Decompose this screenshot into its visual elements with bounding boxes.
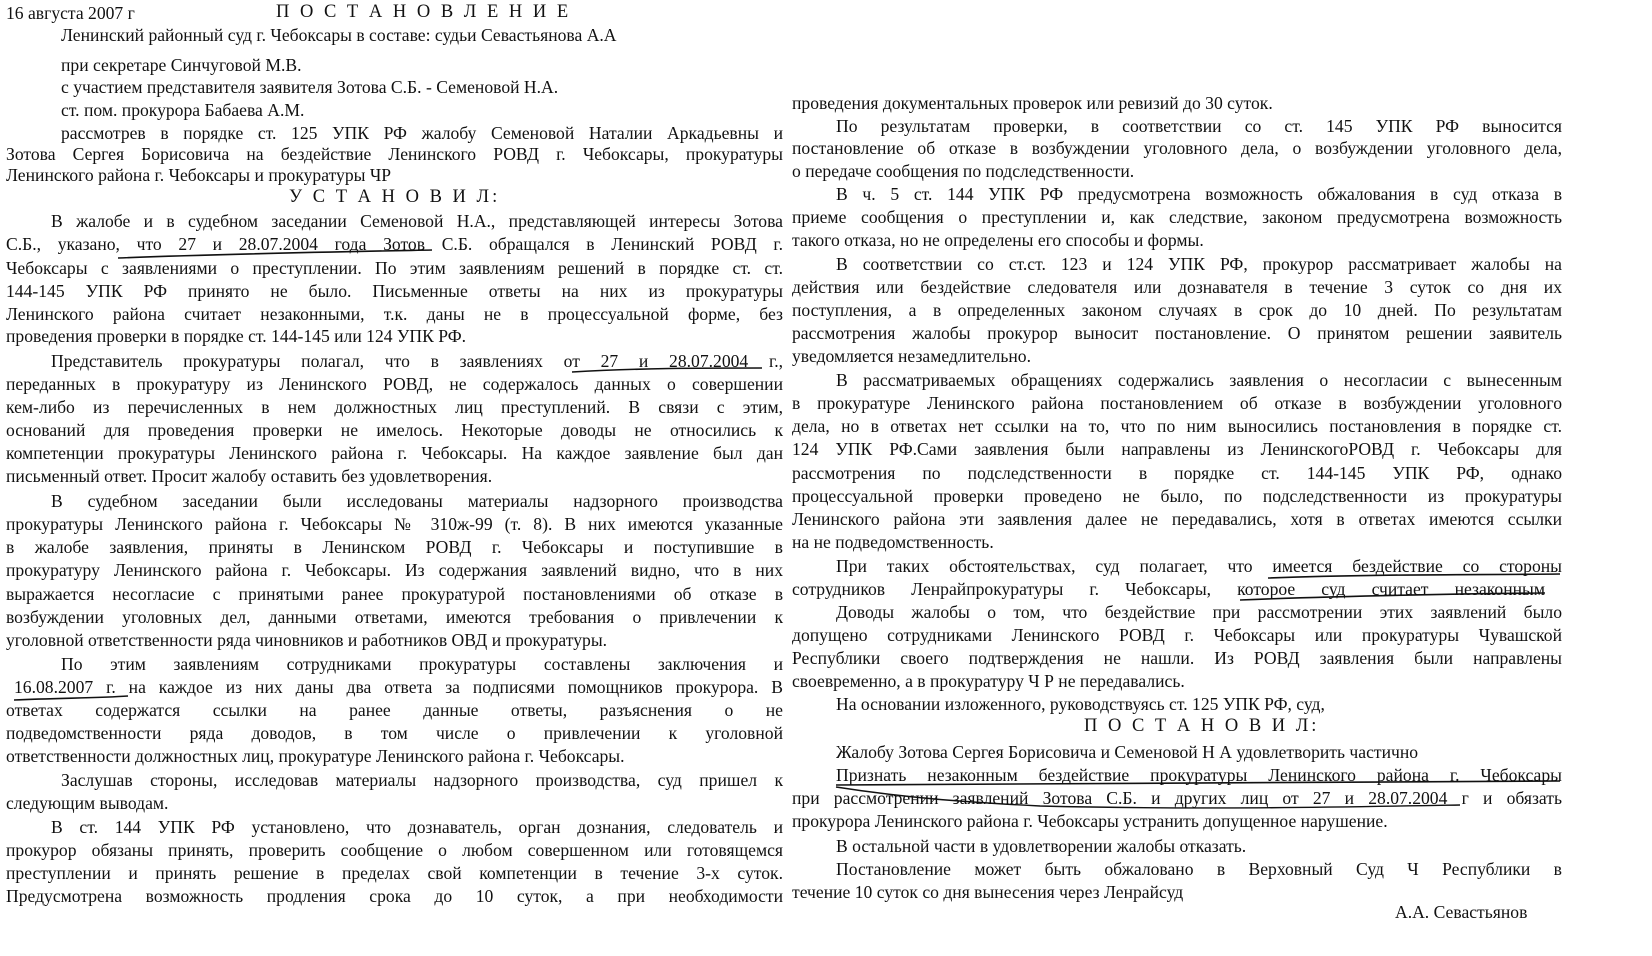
text-line: При таких обстоятельствах, суд полагает, что имеется бездействие со стороны <box>836 556 1562 576</box>
section-heading: П О С Т А Н О В И Л: <box>1084 716 1320 736</box>
text-line: при рассмотрении заявлений Зотова С.Б. и других лиц от 27 и 28.07.2004 г и обязать <box>792 788 1562 808</box>
text-line: В судебном заседании были исследованы материалы надзорного производства <box>51 491 783 511</box>
text-line: переданных в прокуратуру из Ленинского РОВД, не содержалось данных о совершении <box>6 374 783 394</box>
text-line: По этим заявлениям сотрудниками прокуратуры составлены заключения и <box>61 654 783 674</box>
text-line: в жалобе заявления, приняты в Ленинском РОВД г. Чебоксары и поступившие в <box>6 537 783 557</box>
text-line: Признать незаконным бездействие прокуратуры Ленинского района г. Чебоксары <box>836 765 1562 785</box>
text-line: выражается несогласие с принятыми ранее прокуратурой постановлениями об отказе в <box>6 584 783 604</box>
document-date: 16 августа 2007 г <box>6 3 135 23</box>
text-line: В соответствии со ст.ст. 123 и 124 УПК РФ, прокурор рассматривает жалобы на <box>836 254 1562 274</box>
text-line: ст. пом. прокурора Бабаева А.М. <box>61 100 305 120</box>
text-line: Заслушав стороны, исследовав материалы надзорного производства, суд пришел к <box>61 770 783 790</box>
text-line: прокуратуры Ленинского района г. Чебоксары № 310ж-99 (т. 8). В них имеются указанные <box>6 514 783 534</box>
text-line: Постановление может быть обжаловано в Верховный Суд Ч Республики в <box>836 859 1562 879</box>
text-line: письменный ответ. Просит жалобу оставить без удовлетворения. <box>6 466 493 486</box>
text-line: о передаче сообщения по подследственности. <box>792 161 1135 181</box>
text-line: Жалобу Зотова Сергея Борисовича и Семеновой Н А удовлетворить частично <box>836 742 1419 762</box>
text-line: Ленинского района эти заявления далее не передавались, хотя в ответах имеются ссылки <box>792 509 1562 529</box>
text-line: подведомственности ряда доводов, в том числе о привлечении к уголовной <box>6 723 783 743</box>
text-line: С.Б., указано, что 27 и 28.07.2004 года Зотов С.Б. обращался в Ленинский РОВД г. <box>6 234 783 254</box>
text-line: такого отказа, но не определены его способы и формы. <box>792 230 1204 250</box>
text-line: преступлении и принять решение в пределах свой компетенции в течение 3-х суток. <box>6 863 783 883</box>
text-line: По результатам проверки, в соответствии со ст. 145 УПК РФ выносится <box>836 116 1562 136</box>
text-line: Республики своего подтверждения не нашли. Из РОВД заявления были направлены <box>792 648 1562 668</box>
text-line: В ч. 5 ст. 144 УПК РФ предусмотрена возможность обжалования в суд отказа в <box>836 184 1562 204</box>
text-line: Зотова Сергея Борисовича на бездействие Ленинского РОВД г. Чебоксары, прокуратуры <box>6 144 783 164</box>
text-line: следующим выводам. <box>6 793 169 813</box>
text-line: поступления, а в определенных законом случаях в срок до 10 дней. По результатам <box>792 300 1562 320</box>
text-line: Ленинский районный суд г. Чебоксары в составе: судьи Севастьянова А.А <box>61 25 617 45</box>
text-line: В рассматриваемых обращениях содержались заявления о несогласии с вынесенным <box>836 370 1562 390</box>
text-line: действия или бездействие следователя или дознавателя в течение 3 суток со дня их <box>792 277 1562 297</box>
text-line: своевременно, а в прокуратуру Ч Р не передавались. <box>792 671 1185 691</box>
text-line: сотрудников Ленрайпрокуратуры г. Чебоксары, которое суд считает незаконным <box>792 579 1545 599</box>
text-line: допущено сотрудниками Ленинского РОВД г. Чебоксары или прокуратуры Чувашской <box>792 625 1562 645</box>
text-line: компетенции прокуратуры Ленинского района г. Чебоксары. На каждое заявление был дан <box>6 443 783 463</box>
text-line: проведения проверки в порядке ст. 144-145 или 124 УПК РФ. <box>6 326 467 346</box>
text-line: прокурор обязаны принять, проверить сообщение о любом совершенном или готовящемся <box>6 840 783 860</box>
text-line: Предусмотрена возможность продления срока до 10 суток, а при необходимости <box>6 886 783 906</box>
text-line: течение 10 суток со дня вынесения через Ленрайсуд <box>792 882 1184 902</box>
text-line: Ленинского района г. Чебоксары и прокуратуры ЧР <box>6 165 392 185</box>
text-line: ответственности должностных лиц, прокуратуре Ленинского района г. Чебоксары. <box>6 746 625 766</box>
text-line: 16.08.2007 г. на каждое из них даны два ответа за подписями помощников прокурора. В <box>14 677 783 697</box>
text-line: в прокуратуре Ленинского района постановлением об отказе в возбуждении уголовного <box>792 393 1562 413</box>
text-line: рассмотрев в порядке ст. 125 УПК РФ жалобу Семеновой Наталии Аркадьевны и <box>61 123 783 143</box>
text-line: Чебоксары с заявлениями о преступлении. По этим заявлениям решений в порядке ст. ст. <box>6 258 783 278</box>
text-line: возбуждении уголовных дел, данными ответами, имеются требования о привлечении к <box>6 607 783 627</box>
text-line: ответах содержатся ссылки на ранее данные ответы, разъяснения о не <box>6 700 783 720</box>
text-line: при секретаре Синчуговой М.В. <box>61 55 302 75</box>
text-line: проведения документальных проверок или ревизий до 30 суток. <box>792 93 1273 113</box>
text-line: уголовной ответственности ряда чиновников и работников ОВД и прокуратуры. <box>6 630 608 650</box>
judge-signature-name: А.А. Севастьянов <box>1395 902 1528 922</box>
text-line: приеме сообщения о преступлении и, как следствие, законом предусмотрена возможность <box>792 207 1562 227</box>
section-heading: У С Т А Н О В И Л: <box>289 187 501 207</box>
text-line: процессуальной проверки проведено не было, по подследственности из прокуратуры <box>792 486 1562 506</box>
text-line: кем-либо из перечисленных в нем должностных лиц преступлений. В связи с этим, <box>6 397 783 417</box>
text-line: Представитель прокуратуры полагал, что в заявлениях от 27 и 28.07.2004 г., <box>51 351 783 371</box>
text-line: на не подведомственность. <box>792 532 994 552</box>
text-line: постановление об отказе в возбуждении уголовного дела, о возбуждении уголовного дела, <box>792 138 1562 158</box>
text-line: оснований для проведения проверки не имелось. Некоторые доводы не относились к <box>6 420 783 440</box>
text-line: Ленинского района считает незаконными, т.к. даны не в процессуальной форме, без <box>6 304 783 324</box>
text-line: рассмотрения по подследственности в порядке ст. 144-145 УПК РФ, однако <box>792 463 1562 483</box>
text-line: 124 УПК РФ.Сами заявления были направлены из ЛенинскогоРОВД г. Чебоксары для <box>792 439 1562 459</box>
text-line: прокурора Ленинского района г. Чебоксары устранить допущенное нарушение. <box>792 811 1388 831</box>
text-line: прокуратуру Ленинского района г. Чебоксары. Из содержания заявлений видно, что в них <box>6 560 783 580</box>
text-line: В ст. 144 УПК РФ установлено, что дознаватель, орган дознания, следователь и <box>51 817 783 837</box>
text-line: Доводы жалобы о том, что бездействие при рассмотрении этих заявлений было <box>836 602 1562 622</box>
text-line: рассмотрения жалобы прокурор выносит постановление. О принятом решении заявитель <box>792 323 1562 343</box>
text-line: 144-145 УПК РФ принято не было. Письменные ответы на них из прокуратуры <box>6 281 783 301</box>
document-title: П О С Т А Н О В Л Е Н И Е <box>276 2 572 22</box>
text-line: уведомляется незамедлительно. <box>792 346 1031 366</box>
text-line: В жалобе и в судебном заседании Семеновой Н.А., представляющей интересы Зотова <box>51 211 783 231</box>
text-line: На основании изложенного, руководствуясь ст. 125 УПК РФ, суд, <box>836 694 1325 714</box>
text-line: дела, но в ответах нет ссылки на то, что по ним выносились постановления в порядке ст. <box>792 416 1562 436</box>
text-line: с участием представителя заявителя Зотова С.Б. - Семеновой Н.А. <box>61 77 559 97</box>
text-line: В остальной части в удовлетворении жалобы отказать. <box>836 836 1247 856</box>
